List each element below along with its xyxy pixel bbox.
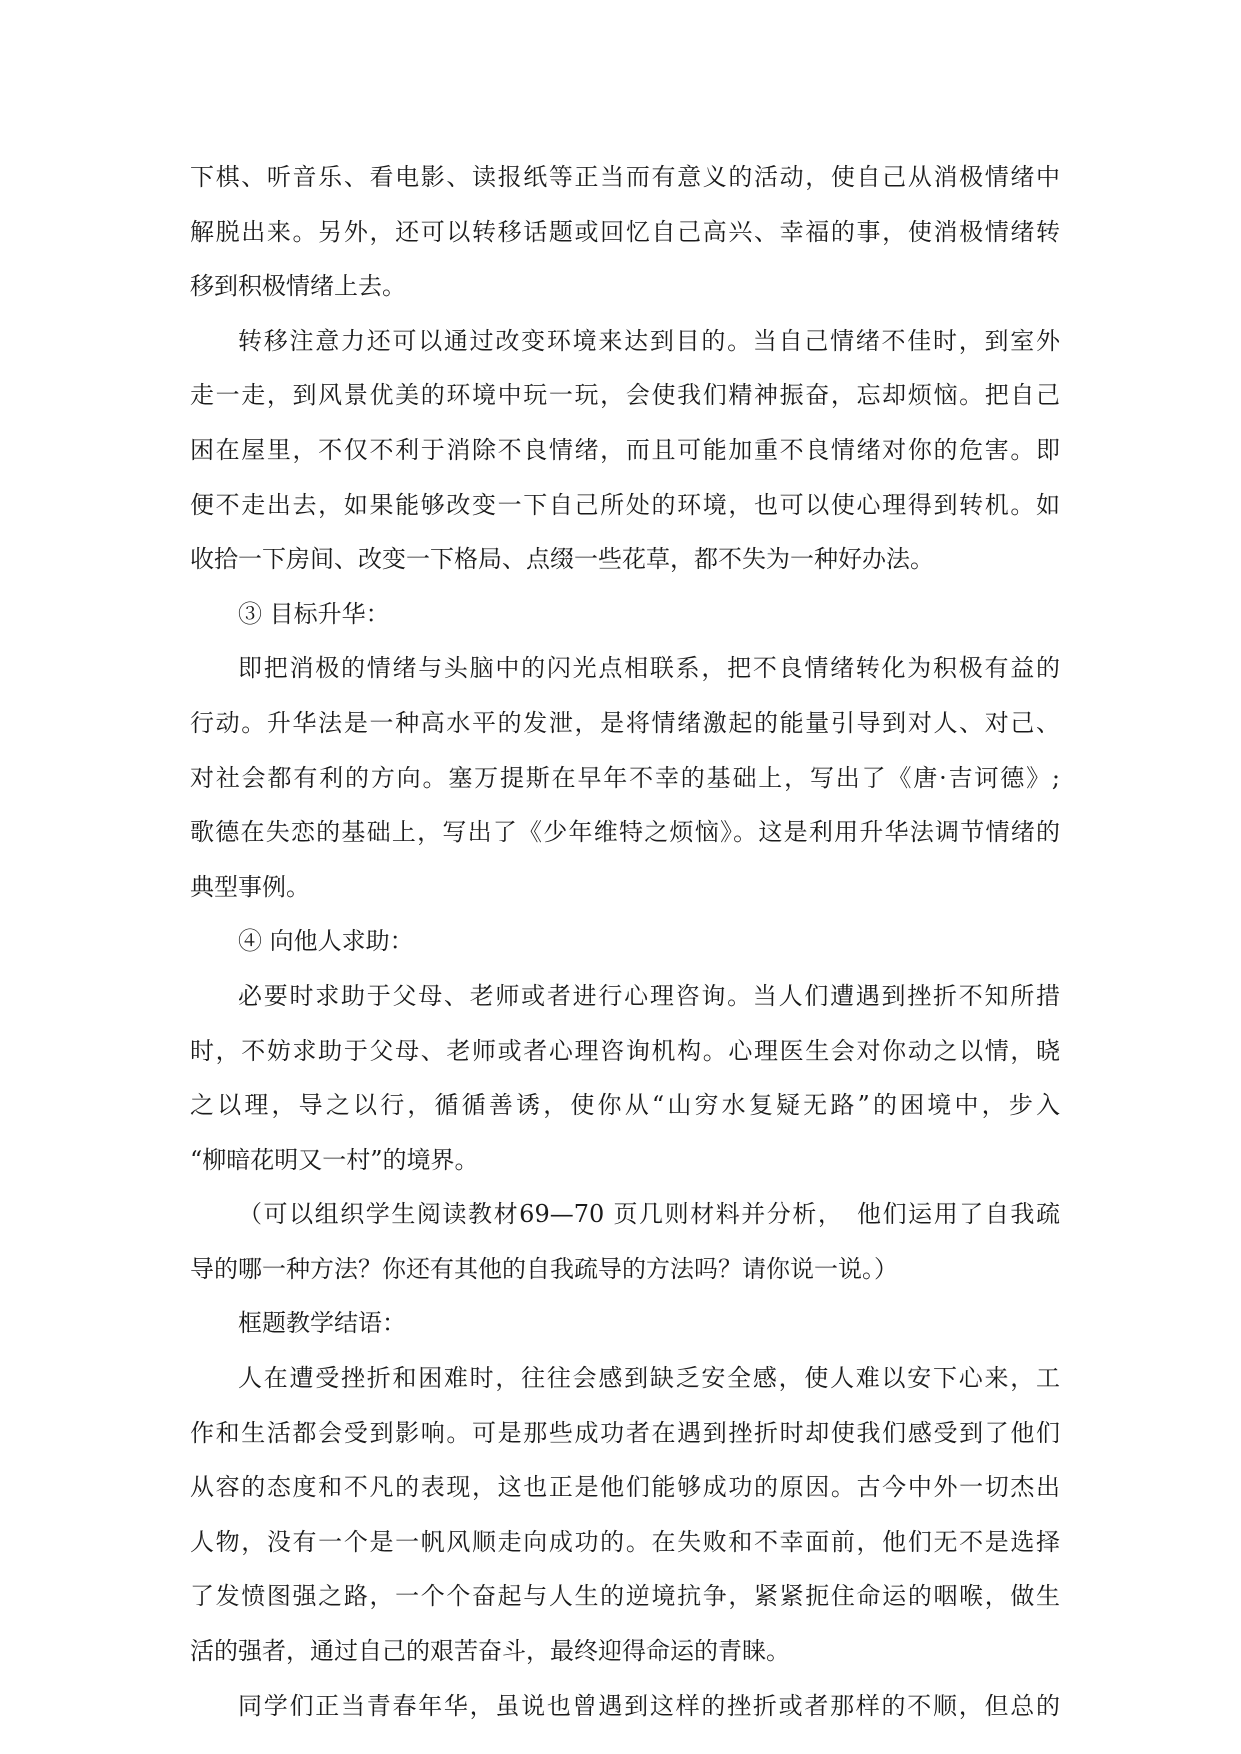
text-line: 歌德在失恋的基础上，写出了《少年维特之烦恼》。这是利用升华法调节情绪的 [190,818,1060,847]
text-line: 困在屋里，不仅不利于消除不良情绪，而且可能加重不良情绪对你的危害。即 [190,435,1060,464]
text-line: 典型事例。 [190,872,310,901]
text-line: ③ 目标升华： [238,599,390,628]
text-line: 作和生活都会受到影响。可是那些成功者在遇到挫折时却使我们感受到了他们 [190,1418,1060,1447]
text-line: 解脱出来。另外，还可以转移话题或回忆自己高兴、幸福的事，使消极情绪转 [190,217,1060,246]
text-line: 人物，没有一个是一帆风顺走向成功的。在失败和不幸面前，他们无不是选择 [190,1527,1060,1556]
text-line: 活的强者，通过自己的艰苦奋斗，最终迎得命运的青睐。 [190,1637,790,1666]
text-line: ④ 向他人求助： [238,927,414,956]
text-line: 下棋、听音乐、看电影、读报纸等正当而有意义的活动，使自己从消极情绪中 [190,163,1060,191]
text-line: 框题教学结语： [238,1309,406,1338]
text-line: 时，不妨求助于父母、老师或者心理咨询机构。心理医生会对你动之以情，晓 [190,1036,1060,1065]
text-line: 行动。升华法是一种高水平的发泄，是将情绪激起的能量引导到对人、对己、 [190,708,1060,737]
text-line: 之以理，导之以行，循循善诱，使你从“山穷水复疑无路”的困境中，步入 [190,1091,1060,1120]
text-line: 从容的态度和不凡的表现，这也正是他们能够成功的原因。古今中外一切杰出 [190,1473,1060,1502]
text-line: “柳暗花明又一村”的境界。 [190,1145,479,1174]
document-body [190,150,1060,1733]
text-line: 对社会都有利的方向。塞万提斯在早年不幸的基础上，写出了《唐·吉诃德》; [190,763,1060,792]
text-line: 必要时求助于父母、老师或者进行心理咨询。当人们遭遇到挫折不知所措 [238,981,1060,1010]
text-line: 便不走出去，如果能够改变一下自己所处的环境，也可以使心理得到转机。如 [190,490,1060,519]
text-line: 转移注意力还可以通过改变环境来达到目的。当自己情绪不佳时，到室外 [238,326,1060,355]
text-line: 同学们正当青春年华，虽说也曾遇到这样的挫折或者那样的不顺，但总的 [238,1691,1060,1720]
text-line: 即把消极的情绪与头脑中的闪光点相联系，把不良情绪转化为积极有益的 [238,654,1060,683]
text-line: 人在遭受挫折和困难时，往往会感到缺乏安全感，使人难以安下心来，工 [238,1364,1060,1393]
text-line: 收拾一下房间、改变一下格局、点缀一些花草，都不失为一种好办法。 [190,545,934,574]
text-line: （可以组织学生阅读教材69—70 页几则材料并分析， 他们运用了自我疏 [238,1200,1060,1229]
text-line: 走一走，到风景优美的环境中玩一玩，会使我们精神振奋，忘却烦恼。把自己 [190,381,1060,410]
text-line: 导的哪一种方法？你还有其他的自我疏导的方法吗？请你说一说。） [190,1254,898,1283]
text-line: 了发愤图强之路，一个个奋起与人生的逆境抗争，紧紧扼住命运的咽喉，做生 [190,1582,1060,1611]
text-line: 移到积极情绪上去。 [190,272,406,301]
